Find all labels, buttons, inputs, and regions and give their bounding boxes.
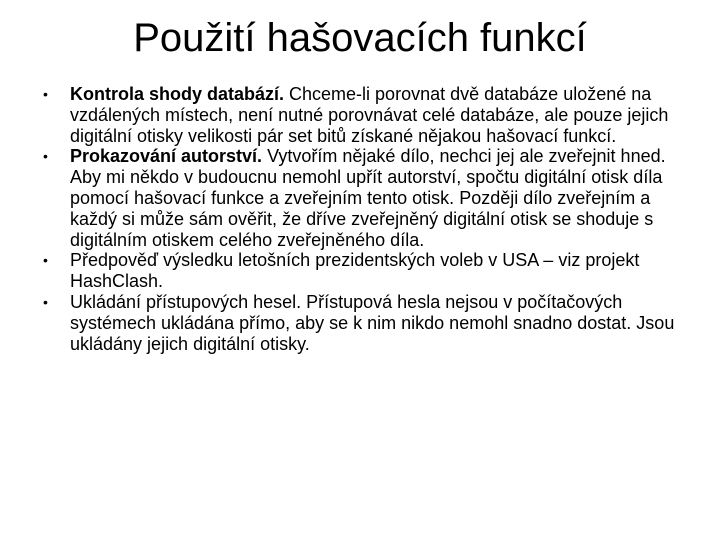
bullet-text: Chceme-li porovnat dvě databáze uložené na vzdálených místech, není nutné porovnávat celé databáze, ale pouze jejich digitální otisky velikosti pár set bitů získané nějakou hašovací funkcí. — [70, 84, 669, 146]
bullet-text: Předpověď výsledku letošních prezidentských voleb v USA – viz projekt HashClash. — [70, 250, 640, 292]
bullet-item-election-prediction — [40, 250, 680, 292]
bullet-icon: • — [43, 252, 48, 269]
bullet-text: Vytvořím nějaké dílo, nechci jej ale zveřejnit hned. Aby mi někdo v budoucnu nemohl upřít autorství, spočtu digitální otisk díla pomocí hašovací funkce a zveřejním tento otisk. Později dílo zveřejním a každý si může sám ověřit, že dříve zveřejněný digitální otisk se shoduje s digitálním otiskem celého zveřejněného díla. — [70, 146, 666, 250]
bullet-lead: Prokazování autorství. — [70, 146, 263, 167]
bullet-item-authorship — [40, 146, 680, 250]
bullet-item-password-storage — [40, 292, 680, 354]
bullet-lead: Kontrola shody databází. — [70, 84, 285, 104]
bullet-icon: • — [43, 86, 48, 102]
slide-title: Použití hašovacích funkcí — [133, 16, 587, 60]
bullet-item-database-check — [40, 84, 680, 146]
bullet-icon: • — [43, 148, 48, 165]
bullet-list — [40, 84, 680, 354]
bullet-icon: • — [43, 293, 48, 310]
bullet-text: Ukládání přístupových hesel. Přístupová hesla nejsou v počítačových systémech ukládána přímo, aby se k nim nikdo nemohl snadno dostat. Jsou ukládány jejich digitální otisky. — [70, 291, 675, 354]
